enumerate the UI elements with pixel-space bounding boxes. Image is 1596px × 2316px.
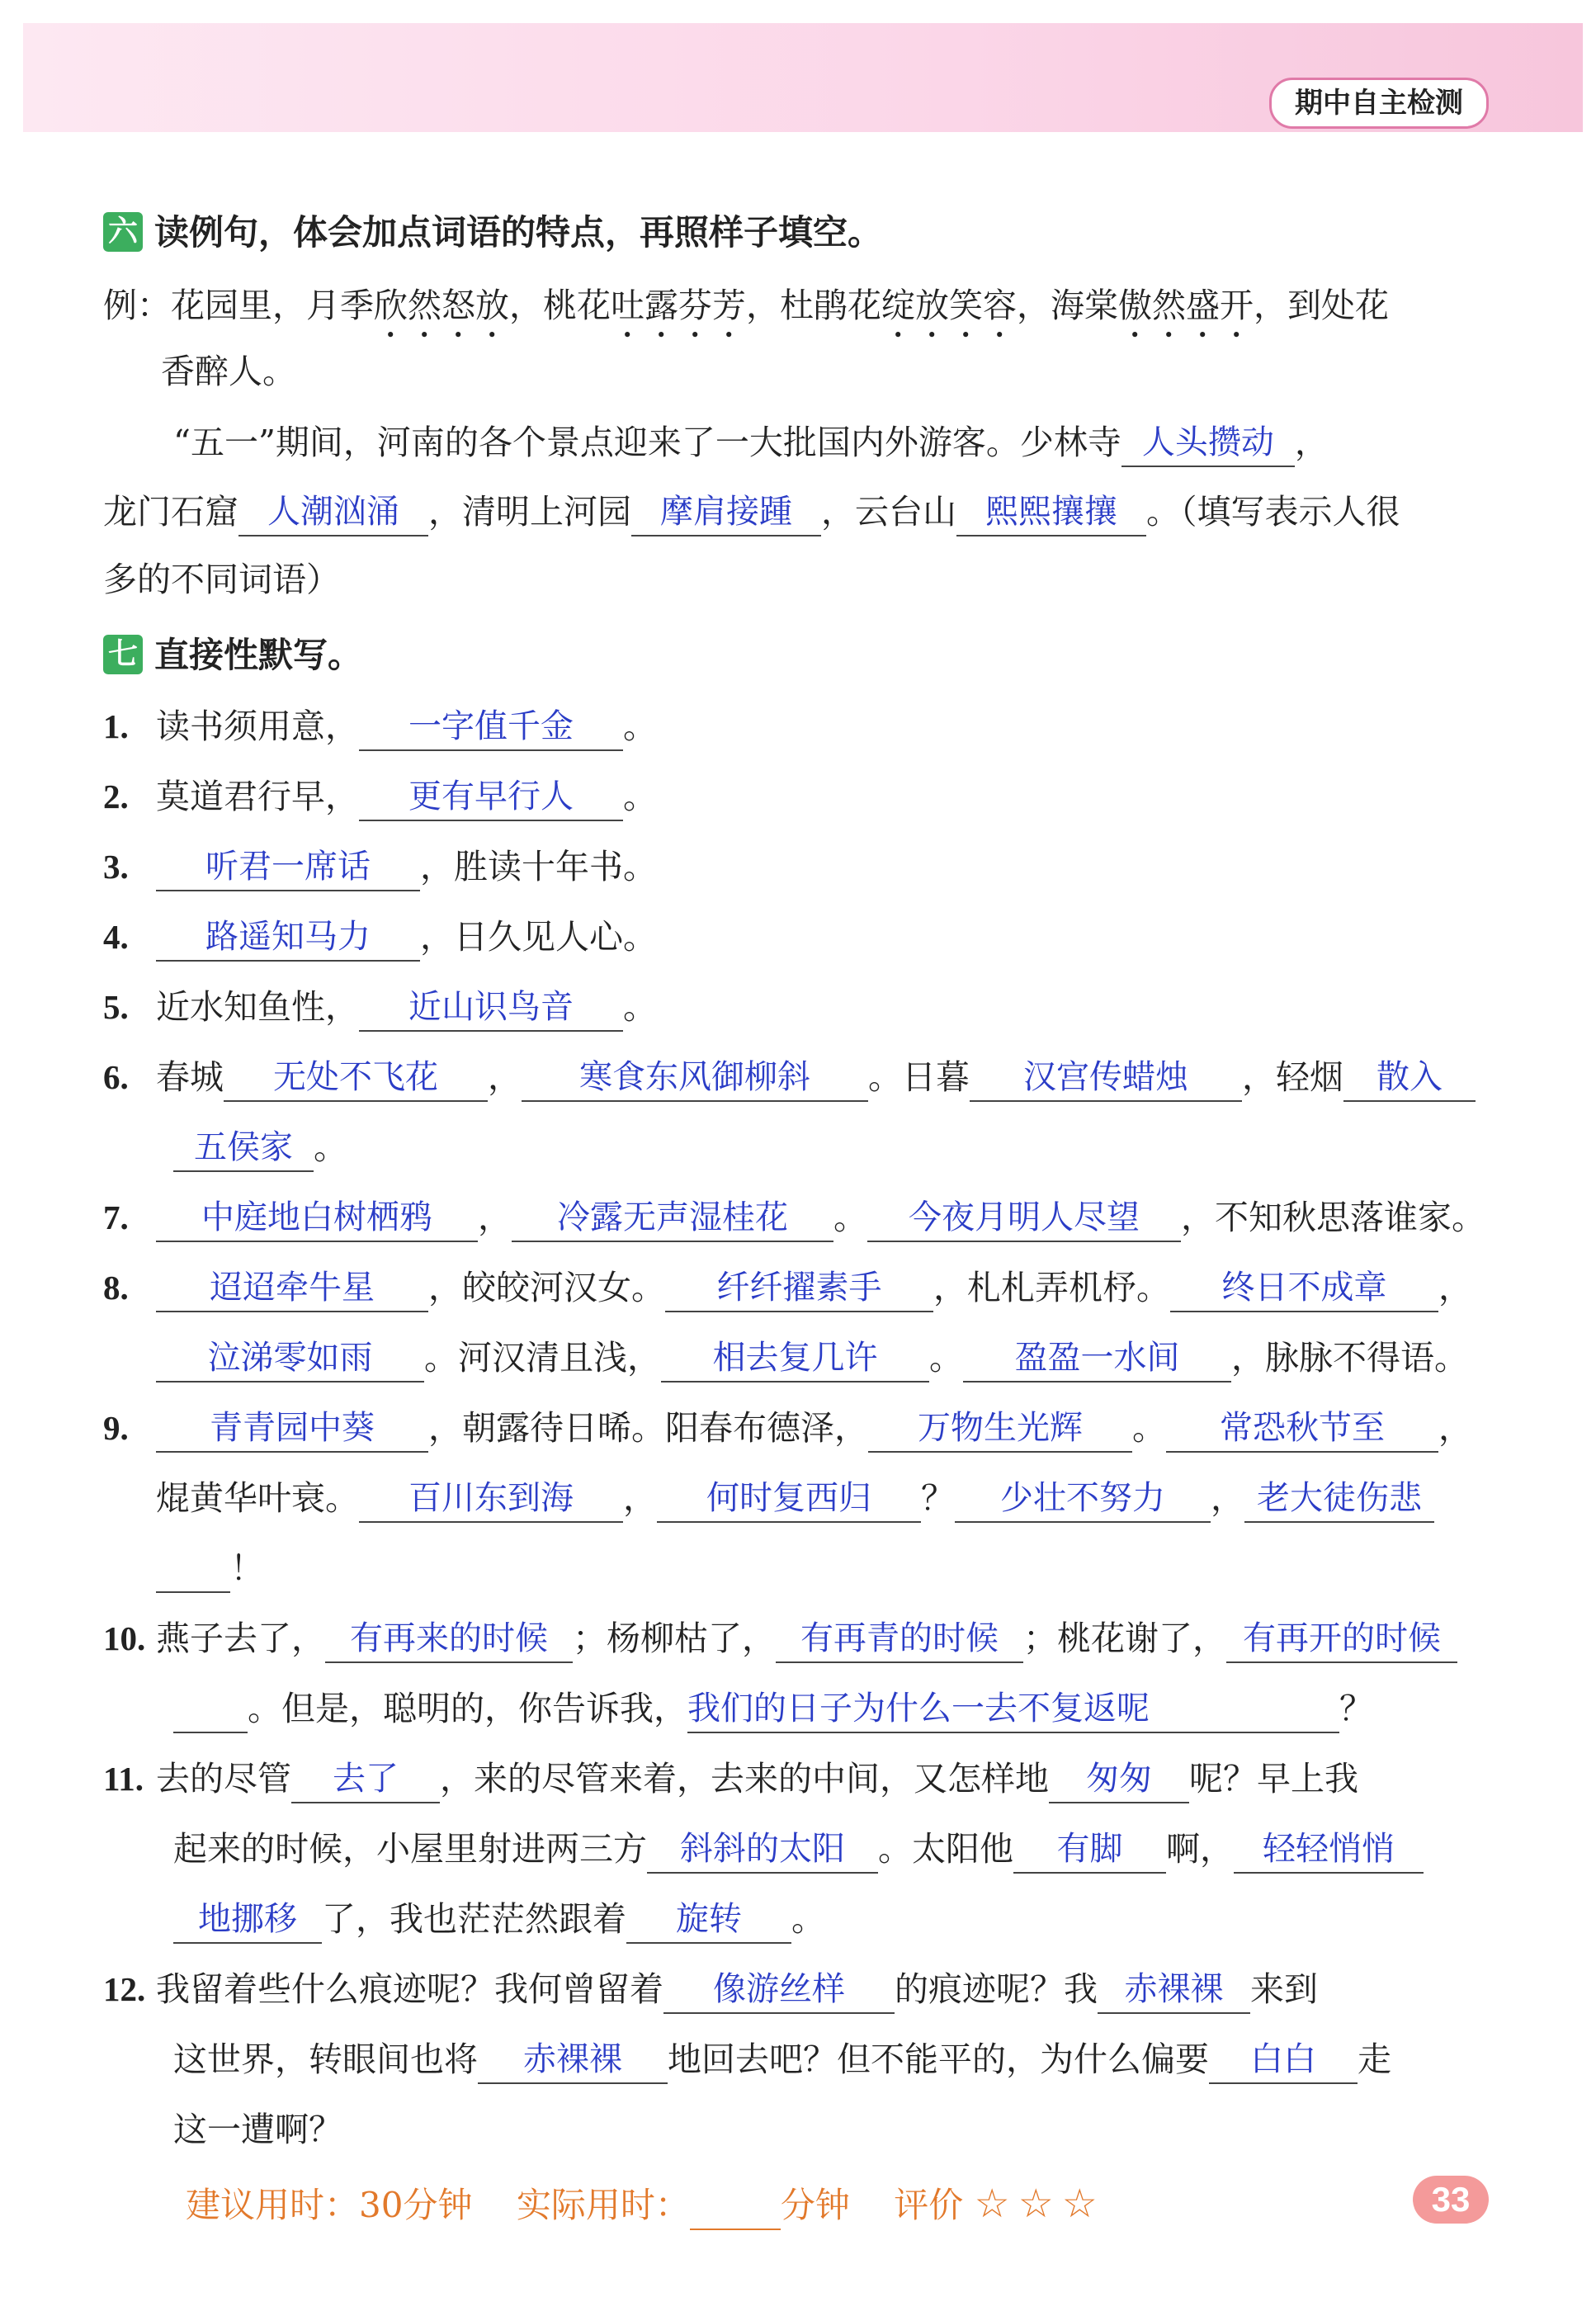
answer-blank: 斜斜的太阳 [647, 1826, 878, 1874]
text-segment: 走 [1358, 2039, 1391, 2079]
answer-blank: 听君一席话 [156, 844, 420, 891]
suggested-time: 建议用时：30分钟 [186, 2185, 473, 2225]
text-segment: 燕子去了， [156, 1619, 325, 1658]
text-segment: 。 [833, 1198, 867, 1237]
item-1 [103, 702, 1490, 751]
example-line-2: 香醉人。 [161, 352, 296, 391]
item-11 [103, 1754, 1490, 1803]
answer-blank: 无处不飞花 [224, 1054, 488, 1102]
text-segment: 6. [103, 1058, 129, 1096]
answer-blank: 迢迢牵牛星 [156, 1264, 428, 1312]
answer-blank: 少壮不努力 [955, 1475, 1211, 1523]
text-segment: ；杨柳枯了， [573, 1619, 776, 1658]
answer-blank [173, 1732, 248, 1733]
text-segment: ，杜鹃花 [746, 286, 881, 325]
answer-blank: 去了 [291, 1756, 440, 1803]
answer-blank: 白白 [1209, 2036, 1358, 2084]
text-segment: 直接性默写。 [154, 635, 363, 675]
text-segment: ？ [1339, 1689, 1373, 1728]
text-segment: ，胜读十年书。 [420, 847, 657, 886]
section-6-badge: 六 [103, 212, 143, 252]
text-segment: ， [478, 1198, 512, 1237]
text-segment: 3. [103, 848, 129, 886]
text-segment: ， [1294, 423, 1329, 462]
answer-blank: 老大徒伤悲 [1244, 1475, 1434, 1523]
text-segment: ，轻烟 [1242, 1057, 1343, 1097]
text-segment: 地回去吧？但不能平的，为什么偏要 [668, 2039, 1209, 2079]
answer-blank: 百川东到海 [359, 1475, 623, 1523]
text-segment: ，不知秋思落谁家。 [1181, 1198, 1485, 1237]
text-segment: 12. [103, 1970, 146, 2008]
answer-blank: 近山识鸟音 [359, 984, 623, 1032]
text-segment: 龙门石窟 [103, 492, 238, 532]
answer-blank: 有再来的时候 [325, 1615, 573, 1663]
section-7-badge: 七 [103, 635, 143, 674]
text-segment: ，朝露待日晞。阳春布德泽， [428, 1408, 868, 1448]
footer-timing [186, 2179, 1106, 2230]
answer-blank: 我们的日子为什么一去不复返呢 [687, 1685, 1339, 1733]
text-segment: ， [623, 1478, 657, 1518]
text-segment: ，日久见人心。 [420, 917, 657, 957]
text-segment: 吐露芬芳 [611, 286, 746, 325]
answer-blank: 纤纤擢素手 [665, 1264, 933, 1312]
item-9-cont2 [156, 1543, 1542, 1593]
section-7-heading [103, 631, 362, 680]
item-3 [103, 842, 1490, 891]
answer-blank: 常恐秋节至 [1166, 1405, 1438, 1453]
answer-blank: 地挪移 [173, 1896, 322, 1944]
text-segment: 起来的时候，小屋里射进两三方 [173, 1829, 647, 1869]
answer-blank: 轻轻悄悄 [1234, 1826, 1424, 1874]
text-segment: 莫道君行早， [156, 777, 359, 816]
text-segment: “五一”期间，河南的各个景点迎来了一大批国内外游客。少林寺 [173, 423, 1121, 462]
text-segment: ， [1438, 1408, 1472, 1448]
actual-time-blank[interactable] [690, 2192, 781, 2230]
text-segment: 。 [623, 707, 657, 746]
section-tag: 期中自主检测 [1269, 78, 1489, 129]
text-segment: 。 [929, 1338, 963, 1378]
text-segment: 这世界，转眼间也将 [173, 2039, 478, 2079]
text-segment: 焜黄华叶衰。 [156, 1478, 359, 1518]
answer-blank: 匆匆 [1049, 1756, 1189, 1803]
text-segment: 的痕迹呢？我 [895, 1969, 1098, 2009]
item-2 [103, 772, 1490, 821]
answer-blank: 终日不成章 [1170, 1264, 1438, 1312]
text-segment: 来到 [1250, 1969, 1318, 2009]
text-segment: 呢？早上我 [1189, 1759, 1358, 1798]
example-line-1 [103, 281, 1490, 345]
text-segment: ，清明上河园 [428, 492, 631, 532]
text-segment: 。 [623, 987, 657, 1027]
star-icon[interactable]: ☆☆☆ [974, 2181, 1106, 2227]
item-9 [103, 1403, 1490, 1453]
answer-blank: 万物生光辉 [868, 1405, 1132, 1453]
text-segment: ？ [921, 1478, 955, 1518]
text-segment: 。 [791, 1899, 825, 1939]
item-5 [103, 982, 1490, 1032]
text-segment: 。 [1132, 1408, 1166, 1448]
item-7 [103, 1193, 1490, 1242]
answer-blank: 熙熙攘攘 [956, 489, 1146, 536]
answer-blank: 有脚 [1013, 1826, 1166, 1874]
answer-blank: 像游丝样 [663, 1966, 895, 2014]
text-segment: 8. [103, 1269, 129, 1307]
answer-blank: 赤裸裸 [1098, 1966, 1250, 2014]
answer-blank: 汉宫传蜡烛 [970, 1054, 1242, 1102]
actual-time-label: 实际用时： [516, 2185, 690, 2225]
answer-blank: 更有早行人 [359, 773, 623, 821]
answer-blank: 今夜月明人尽望 [867, 1194, 1181, 1242]
answer-blank: 有再青的时候 [776, 1615, 1023, 1663]
text-segment: 11. [103, 1760, 144, 1798]
text-segment: ，札札弄机杼。 [933, 1268, 1170, 1307]
item-9-cont [156, 1473, 1542, 1523]
text-segment: 读书须用意， [156, 707, 359, 746]
text-segment: ，皎皎河汉女。 [428, 1268, 665, 1307]
item-11-cont2 [173, 1894, 1560, 1944]
text-segment: 春城 [156, 1057, 224, 1097]
answer-blank: 摩肩接踵 [631, 489, 821, 536]
text-segment: 。河汉清且浅， [424, 1338, 661, 1378]
section-6-heading [103, 208, 882, 258]
item-12-cont2: 这一遭啊？ [173, 2110, 342, 2149]
answer-blank: 相去复几许 [661, 1335, 929, 1383]
para-line-2 [103, 487, 1490, 536]
answer-blank: 散入 [1343, 1054, 1476, 1102]
text-segment: ，脉脉不得语。 [1231, 1338, 1468, 1378]
text-segment: 。但是，聪明的，你告诉我， [248, 1689, 687, 1728]
answer-blank: 一字值千金 [359, 703, 623, 751]
text-segment: 读例句，体会加点词语的特点，再照样子填空。 [154, 212, 883, 253]
text-segment: 例： [103, 286, 171, 325]
item-6 [103, 1052, 1490, 1102]
answer-blank: 中庭地白树栖鸦 [156, 1194, 478, 1242]
item-10 [103, 1614, 1490, 1663]
text-segment: ，海棠 [1017, 286, 1118, 325]
item-8-cont [156, 1333, 1542, 1383]
text-segment: 花园里，月季 [171, 286, 374, 325]
text-segment: 傲然盛开 [1118, 286, 1254, 325]
answer-blank: 盈盈一水间 [963, 1335, 1231, 1383]
item-11-cont [173, 1824, 1560, 1874]
text-segment: 了，我也茫茫然跟着 [322, 1899, 626, 1939]
text-segment: 。（填写表示人很 [1146, 492, 1400, 532]
text-segment: ，云台山 [821, 492, 956, 532]
answer-blank: 人潮汹涌 [238, 489, 428, 536]
answer-blank: 青青园中葵 [156, 1405, 428, 1453]
text-segment: 2. [103, 778, 129, 815]
text-segment: ，来的尽管来着，去来的中间，又怎样地 [440, 1759, 1049, 1798]
item-10-cont [173, 1684, 1560, 1733]
text-segment: 。 [314, 1127, 347, 1167]
answer-blank: 泣涕零如雨 [156, 1335, 424, 1383]
text-segment: 。太阳他 [878, 1829, 1013, 1869]
text-segment: 。 [623, 777, 657, 816]
text-segment: 去的尽管 [156, 1759, 291, 1798]
text-segment: ；桃花谢了， [1023, 1619, 1226, 1658]
answer-blank: 人头攒动 [1121, 419, 1295, 467]
text-segment: 啊， [1166, 1829, 1234, 1869]
text-segment: ，桃花 [509, 286, 611, 325]
text-segment: 10. [103, 1619, 146, 1657]
rating-label: 评价 [894, 2185, 964, 2225]
text-segment: 7. [103, 1198, 129, 1236]
answer-blank [156, 1591, 230, 1593]
item-12 [103, 1964, 1490, 2014]
answer-blank: 赤裸裸 [478, 2036, 668, 2084]
para-line-3: 多的不同词语） [103, 560, 340, 599]
para-line-1 [173, 418, 1560, 467]
answer-blank: 何时复西归 [657, 1475, 921, 1523]
text-segment: 4. [103, 918, 129, 956]
text-segment: ， [1438, 1268, 1472, 1307]
text-segment: 1. [103, 707, 129, 745]
answer-blank: 旋转 [626, 1896, 791, 1944]
text-segment: 绽放笑容 [881, 286, 1017, 325]
text-segment: 9. [103, 1409, 129, 1447]
item-6-cont [173, 1123, 1560, 1172]
text-segment: 欣然怒放 [374, 286, 509, 325]
page-number: 33 [1413, 2176, 1489, 2224]
item-12-cont [173, 2035, 1560, 2084]
text-segment: ，到处花 [1254, 286, 1389, 325]
answer-blank: 冷露无声湿桂花 [512, 1194, 833, 1242]
text-segment: ， [488, 1057, 522, 1097]
text-segment: 我留着些什么痕迹呢？我何曾留着 [156, 1969, 663, 2009]
text-segment: 5. [103, 988, 129, 1026]
text-segment: 近水知鱼性， [156, 987, 359, 1027]
answer-blank: 五侯家 [173, 1124, 314, 1172]
text-segment: 分钟 [780, 2185, 850, 2225]
answer-blank: 路遥知马力 [156, 914, 420, 962]
text-segment: 。日暮 [868, 1057, 970, 1097]
item-8 [103, 1263, 1490, 1312]
text-segment: ， [1211, 1478, 1244, 1518]
answer-blank: 有再开的时候 [1226, 1615, 1457, 1663]
answer-blank: 寒食东风御柳斜 [522, 1054, 868, 1102]
text-segment: ！ [230, 1548, 264, 1588]
item-4 [103, 912, 1490, 962]
